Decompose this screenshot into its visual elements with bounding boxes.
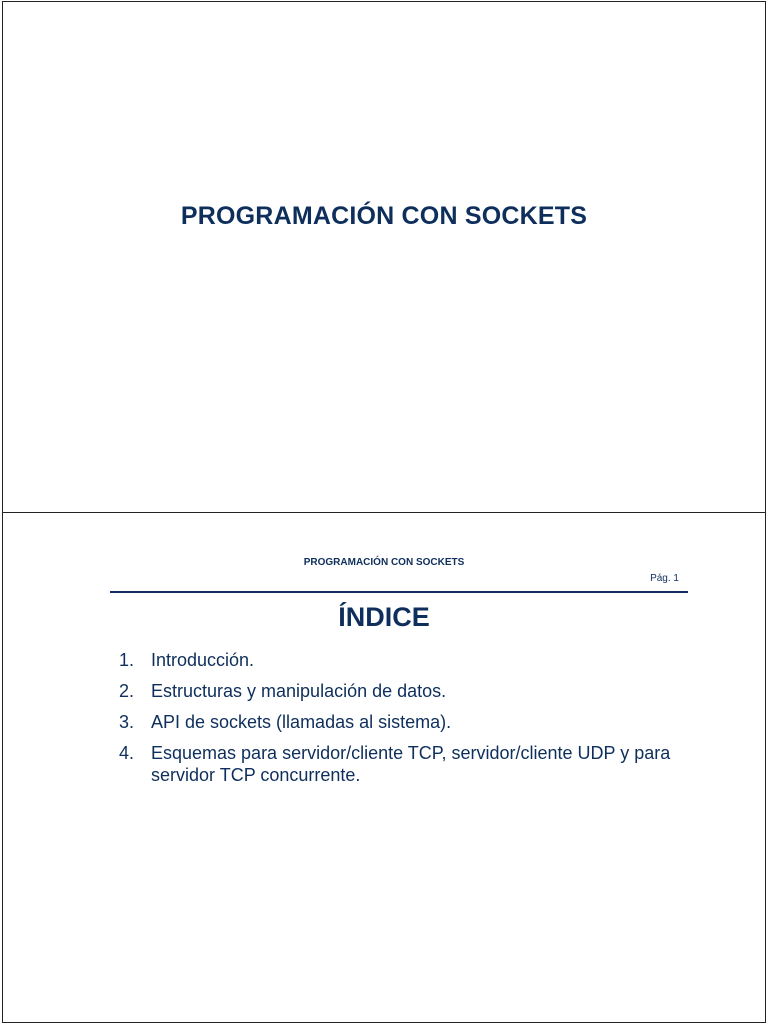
index-item-number: 2. bbox=[119, 681, 135, 701]
index-item bbox=[119, 711, 699, 733]
index-item-number: 1. bbox=[119, 650, 135, 670]
index-slide bbox=[2, 512, 766, 1023]
index-item bbox=[119, 649, 699, 671]
slide-header-title: PROGRAMACIÓN CON SOCKETS bbox=[303, 557, 465, 568]
index-item-text: API de sockets (llamadas al sistema). bbox=[151, 712, 452, 732]
index-item-number: 4. bbox=[119, 743, 135, 763]
cover-title: PROGRAMACIÓN CON SOCKETS bbox=[180, 202, 588, 230]
header-divider bbox=[110, 591, 688, 593]
index-item-number: 3. bbox=[119, 712, 135, 732]
index-item bbox=[119, 680, 699, 702]
page-number: Pág. 1 bbox=[650, 573, 679, 584]
index-list bbox=[119, 649, 699, 795]
index-item-text: Esquemas para servidor/cliente TCP, servidor/cliente UDP y para servidor TCP concurrente. bbox=[151, 743, 671, 785]
index-item bbox=[119, 742, 699, 786]
index-item-text: Introducción. bbox=[151, 650, 255, 670]
cover-slide bbox=[2, 1, 766, 513]
index-heading: ÍNDICE bbox=[338, 602, 430, 632]
index-item-text: Estructuras y manipulación de datos. bbox=[151, 681, 447, 701]
